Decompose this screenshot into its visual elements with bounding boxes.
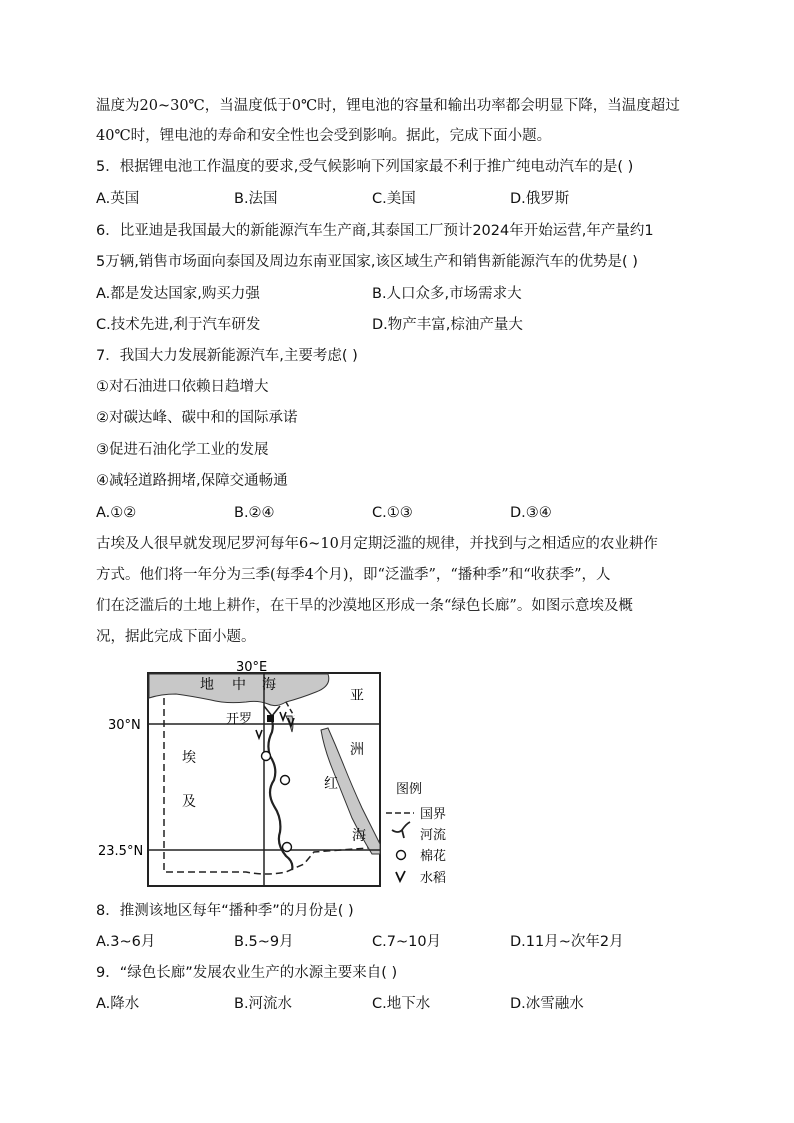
q7-option-a: A.①② <box>96 505 137 521</box>
q5-option-b: B.法国 <box>234 191 278 207</box>
question-6-stem: 6．比亚迪是我国最大的新能源汽车生产商,其泰国工厂预计2024年开始运营,年产量约1 <box>96 223 654 239</box>
latitude-30-label: 30°N <box>108 718 141 733</box>
cairo-marker <box>267 715 274 722</box>
red-sea-label: 海 <box>352 828 366 844</box>
q7-statement-1: ①对石油进口依赖日趋增大 <box>96 379 269 395</box>
egypt-label: 埃 <box>182 750 196 766</box>
asia-label: 洲 <box>350 742 364 758</box>
q7-statement-4: ④减轻道路拥堵,保障交通畅通 <box>96 473 288 489</box>
q6-option-a: A.都是发达国家,购买力强 <box>96 286 260 302</box>
q8-option-b: B.5~9月 <box>234 934 294 950</box>
passage-line: 况，据此完成下面小题。 <box>96 629 256 645</box>
q5-option-c: C.美国 <box>372 191 416 207</box>
q6-option-d: D.物产丰富,棕油产量大 <box>372 317 523 333</box>
question-8-stem: 8．推测该地区每年“播种季”的月份是( ) <box>96 903 354 919</box>
question-6-stem: 5万辆,销售市场面向泰国及周边东南亚国家,该区域生产和销售新能源汽车的优势是( ) <box>96 254 638 270</box>
q9-option-d: D.冰雪融水 <box>510 996 584 1012</box>
legend-rice-icon <box>396 871 405 881</box>
legend-cotton-label: 棉花 <box>420 849 447 864</box>
legend-river-icon <box>392 822 410 838</box>
sea-label: 中 <box>232 677 246 693</box>
legend-rice-label: 水稻 <box>420 871 447 886</box>
sea-label: 海 <box>262 677 276 693</box>
passage-line: 们在泛滥后的土地上耕作，在干旱的沙漠地区形成一条“绿色长廊”。如图示意埃及概 <box>96 598 633 614</box>
latitude-23-label: 23.5°N <box>98 844 144 859</box>
q7-option-d: D.③④ <box>510 505 552 521</box>
passage-line: 40℃时，锂电池的寿命和安全性也会受到影响。据此，完成下面小题。 <box>96 128 552 144</box>
legend-border-label: 国界 <box>420 807 447 822</box>
q8-option-d: D.11月~次年2月 <box>510 934 624 950</box>
question-5-stem: 5．根据锂电池工作温度的要求,受气候影响下列国家最不利于推广纯电动汽车的是( ) <box>96 159 634 175</box>
asia-label: 亚 <box>350 688 364 704</box>
q6-option-c: C.技术先进,利于汽车研发 <box>96 317 261 333</box>
q9-option-b: B.河流水 <box>234 996 293 1012</box>
egypt-map <box>96 658 466 890</box>
q7-statement-2: ②对碳达峰、碳中和的国际承诺 <box>96 410 298 426</box>
question-9-stem: 9．“绿色长廊”发展农业生产的水源主要来自( ) <box>96 965 398 981</box>
sea-label: 地 <box>200 677 214 693</box>
q8-option-c: C.7~10月 <box>372 934 442 950</box>
q9-option-c: C.地下水 <box>372 996 431 1012</box>
legend-river-label: 河流 <box>420 828 447 843</box>
question-7-stem: 7．我国大力发展新能源汽车,主要考虑( ) <box>96 348 358 364</box>
q7-statement-3: ③促进石油化学工业的发展 <box>96 442 269 458</box>
passage-line: 方式。他们将一年分为三季(每季4个月)，即“泛滥季”，“播种季”和“收获季”，人 <box>96 567 611 583</box>
egypt-label: 及 <box>182 794 196 810</box>
passage-line: 温度为20~30℃，当温度低于0℃时，锂电池的容量和输出功率都会明显下降，当温度超过 <box>96 98 680 114</box>
q7-option-c: C.①③ <box>372 505 413 521</box>
red-sea-label: 红 <box>324 776 338 792</box>
q9-option-a: A.降水 <box>96 996 140 1012</box>
q8-option-a: A.3~6月 <box>96 934 156 950</box>
q5-option-d: D.俄罗斯 <box>510 191 570 207</box>
q7-option-b: B.②④ <box>234 505 275 521</box>
passage-line: 古埃及人很早就发现尼罗河每年6~10月定期泛滥的规律，并找到与之相适应的农业耕作 <box>96 536 658 552</box>
legend-title: 图例 <box>396 782 423 797</box>
q6-option-b: B.人口众多,市场需求大 <box>372 286 522 302</box>
legend-cotton-icon <box>397 851 406 860</box>
q5-option-a: A.英国 <box>96 191 140 207</box>
longitude-label: 30°E <box>236 660 268 675</box>
cairo-label: 开罗 <box>226 712 253 727</box>
